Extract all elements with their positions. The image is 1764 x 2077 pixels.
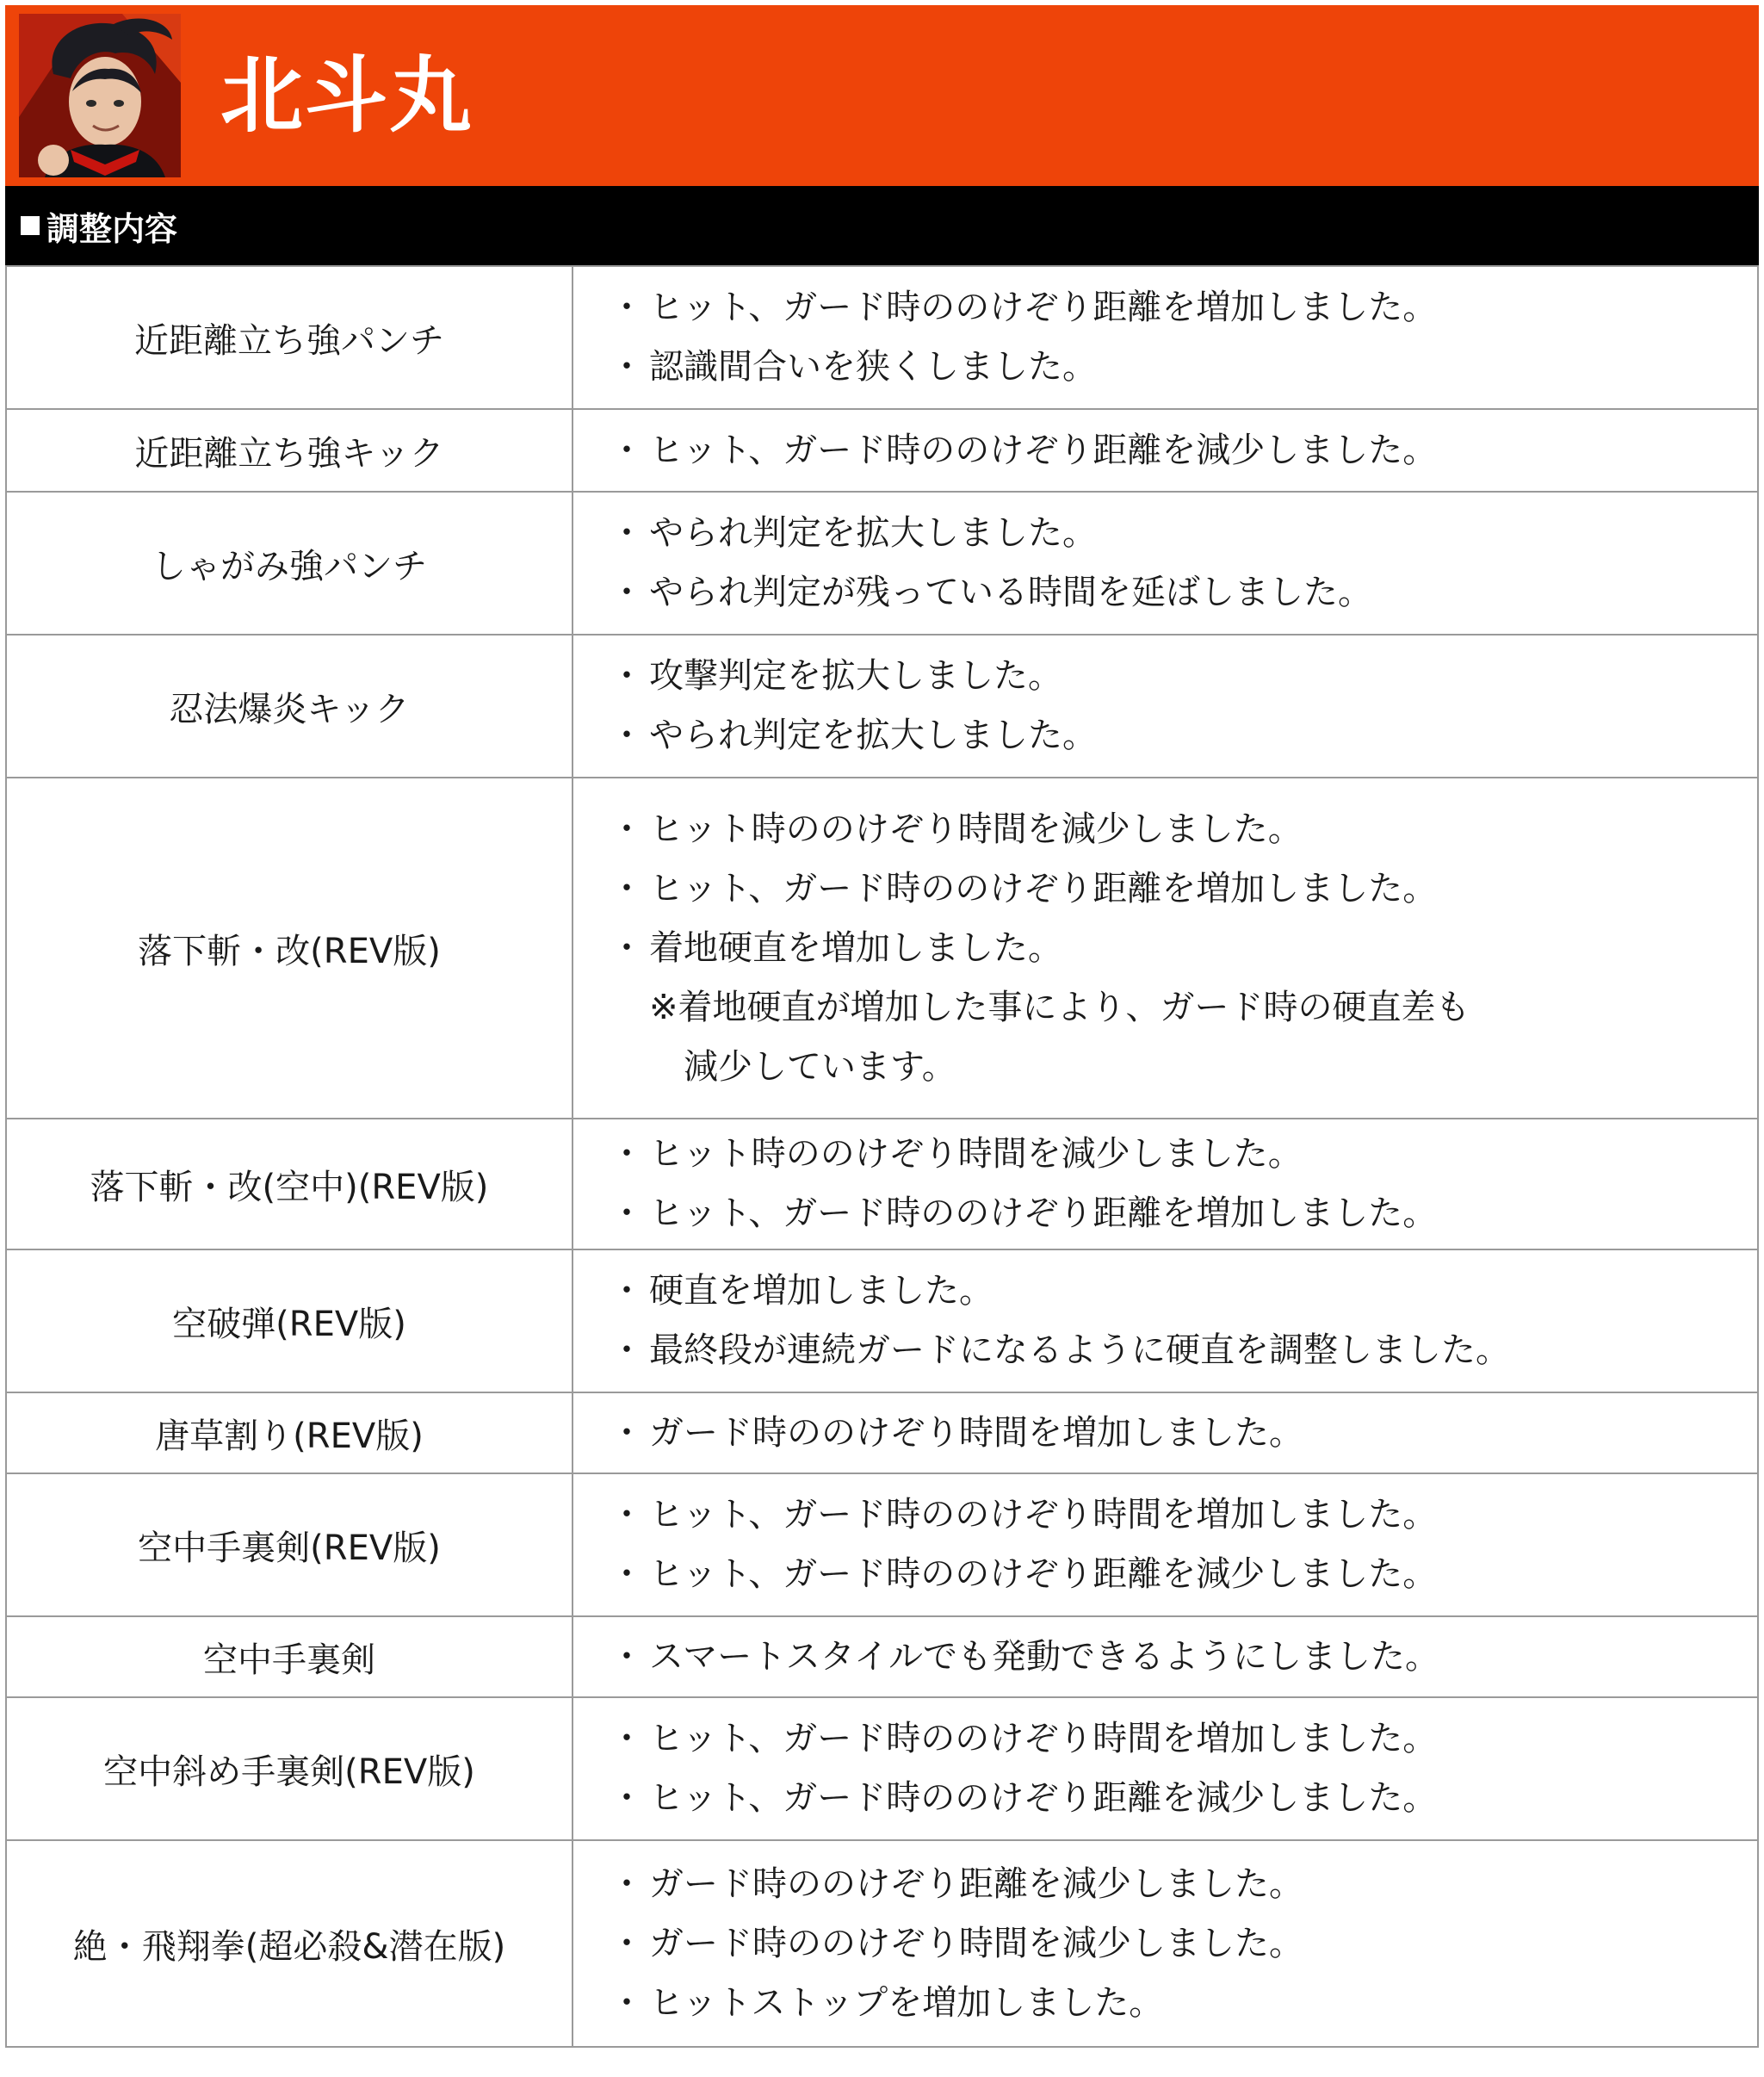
- move-name-cell: 落下斬・改(空中)(REV版): [6, 1119, 573, 1249]
- change-description-cell: [573, 1392, 1758, 1473]
- table-row: [6, 1249, 1758, 1392]
- change-description-cell: [573, 1119, 1758, 1249]
- change-note-continuation: 減少しています。: [684, 1046, 956, 1087]
- table-row: [6, 266, 1758, 409]
- move-name-cell: 近距離立ち強キック: [6, 409, 573, 492]
- change-description-cell: [573, 1697, 1758, 1840]
- section-header-label: 調整内容: [46, 209, 178, 248]
- adjustment-table-body: [6, 266, 1758, 2047]
- change-line: ・ 着地硬直を増加しました。: [620, 919, 1757, 978]
- table-row: [6, 1392, 1758, 1473]
- change-line: ・ やられ判定を拡大しました。: [620, 504, 1757, 563]
- change-description-cell: [573, 409, 1758, 492]
- title-bar: [5, 5, 1759, 186]
- character-portrait: [19, 14, 181, 177]
- change-description-cell: [573, 1616, 1758, 1697]
- change-description-cell: [573, 1473, 1758, 1616]
- change-line: ・ ヒット、ガード時ののけぞり距離を増加しました。: [620, 278, 1757, 338]
- move-name-cell: 空中斜め手裏剣(REV版): [6, 1697, 573, 1840]
- move-name-cell: 空中手裏剣(REV版): [6, 1473, 573, 1616]
- patch-note-sheet: [5, 5, 1759, 2048]
- table-row: [6, 1697, 1758, 1840]
- change-line: ・ ヒット時ののけぞり時間を減少しました。: [620, 800, 1757, 859]
- change-description-cell: [573, 1840, 1758, 2047]
- character-name-title: 北斗丸: [220, 47, 473, 144]
- change-line: ・ ヒット、ガード時ののけぞり距離を減少しました。: [620, 1545, 1757, 1604]
- change-note: ※着地硬直が増加した事により、ガード時の硬直差も: [649, 987, 1470, 1027]
- change-line: ・ ヒット、ガード時ののけぞり時間を増加しました。: [620, 1709, 1757, 1769]
- adjustment-table: [5, 265, 1759, 2048]
- move-name-cell: 忍法爆炎キック: [6, 635, 573, 778]
- move-name-cell: 空破弾(REV版): [6, 1249, 573, 1392]
- move-name-cell: 絶・飛翔拳(超必殺&潜在版): [6, 1840, 573, 2047]
- move-name-cell: 空中手裏剣: [6, 1616, 573, 1697]
- change-line: ・ ヒット、ガード時ののけぞり距離を減少しました。: [620, 1769, 1757, 1828]
- table-row: [6, 1616, 1758, 1697]
- change-line: ・ ヒット、ガード時ののけぞり距離を減少しました。: [620, 421, 1757, 480]
- move-name-cell: 近距離立ち強パンチ: [6, 266, 573, 409]
- change-line: ・ ガード時ののけぞり時間を減少しました。: [620, 1914, 1757, 1974]
- table-row: [6, 1119, 1758, 1249]
- change-line: ・ ガード時ののけぞり距離を減少しました。: [620, 1855, 1757, 1914]
- change-line: ・ ヒット時ののけぞり時間を減少しました。: [620, 1125, 1757, 1184]
- change-description-cell: [573, 492, 1758, 635]
- section-marker-square: [21, 216, 40, 235]
- change-description-cell: [573, 1249, 1758, 1392]
- portrait-illustration: [19, 14, 181, 177]
- change-description-cell: [573, 266, 1758, 409]
- change-line: ・ やられ判定が残っている時間を延ばしました。: [620, 563, 1757, 623]
- section-header: [5, 186, 1759, 265]
- change-line: ・ 最終段が連続ガードになるように硬直を調整しました。: [620, 1321, 1757, 1380]
- table-row: [6, 1840, 1758, 2047]
- change-line: ・ スマートスタイルでも発動できるようにしました。: [620, 1628, 1757, 1687]
- table-row: [6, 1473, 1758, 1616]
- change-line: ・ ヒットストップを増加しました。: [620, 1974, 1757, 2033]
- change-line: ・ ガード時ののけぞり時間を増加しました。: [620, 1404, 1757, 1463]
- change-line: ・ ヒット、ガード時ののけぞり距離を増加しました。: [620, 1184, 1757, 1243]
- change-line: ・ ヒット、ガード時ののけぞり距離を増加しました。: [620, 859, 1757, 919]
- change-description-cell: [573, 778, 1758, 1119]
- change-line: ・ 認識間合いを狭くしました。: [620, 338, 1757, 397]
- change-line: ・ 攻撃判定を拡大しました。: [620, 647, 1757, 706]
- table-row: [6, 635, 1758, 778]
- change-line: ・ ヒット、ガード時ののけぞり時間を増加しました。: [620, 1485, 1757, 1545]
- move-name-cell: 落下斬・改(REV版): [6, 778, 573, 1119]
- change-line: ・ 硬直を増加しました。: [620, 1262, 1757, 1321]
- table-row: [6, 409, 1758, 492]
- move-name-cell: しゃがみ強パンチ: [6, 492, 573, 635]
- change-description-cell: [573, 635, 1758, 778]
- table-row: [6, 492, 1758, 635]
- move-name-cell: 唐草割り(REV版): [6, 1392, 573, 1473]
- table-row: [6, 778, 1758, 1119]
- change-line: ・ やられ判定を拡大しました。: [620, 706, 1757, 766]
